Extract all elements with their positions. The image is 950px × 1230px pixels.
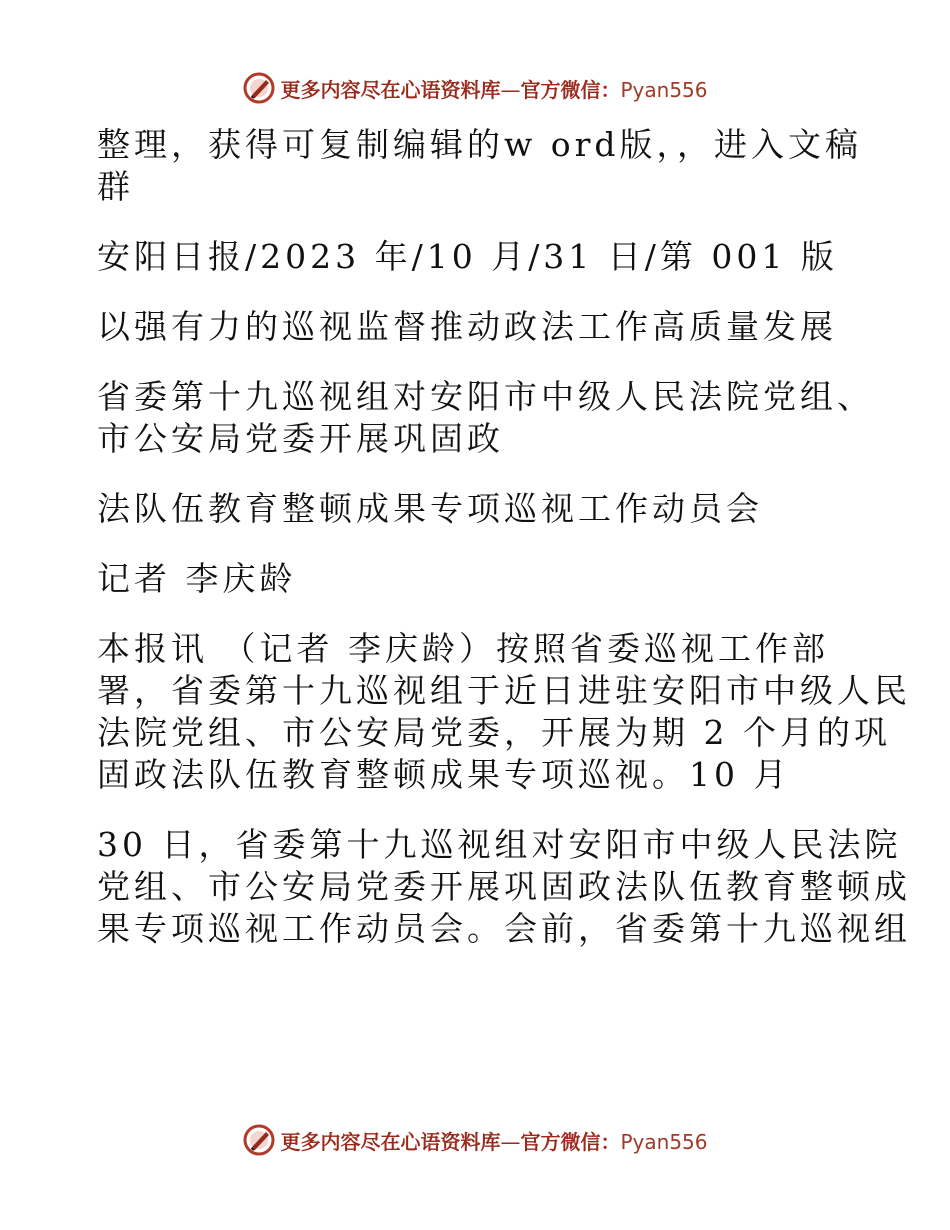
watermark-text	[280, 1126, 707, 1155]
doc-line-body-7: 果专项巡视工作动员会。会前，省委第十九巡视组	[97, 909, 911, 948]
watermark-title: 更多内容尽在心语资料库	[280, 1129, 501, 1154]
watermark-title: 更多内容尽在心语资料库	[280, 77, 501, 102]
doc-line-body-6: 党组、市公安局党委开展巩固政法队伍教育整顿成	[97, 867, 911, 906]
doc-line-byline: 记者 李庆龄	[97, 559, 297, 598]
doc-line-body-5: 30 日，省委第十九巡视组对安阳市中级人民法院	[97, 825, 902, 864]
watermark-separator: —	[500, 77, 521, 102]
pen-logo-icon	[242, 71, 276, 105]
watermark-wechat-id: Pyan556	[620, 77, 708, 102]
doc-line-2: 群	[97, 167, 134, 206]
doc-line-subheadline-3: 法队伍教育整顿成果专项巡视工作动员会	[97, 489, 763, 528]
watermark-banner-top	[0, 68, 950, 108]
pen-logo-icon	[242, 1123, 276, 1157]
doc-line-body-2: 署，省委第十九巡视组于近日进驻安阳市中级人民	[97, 671, 911, 710]
doc-line-subheadline-1: 省委第十九巡视组对安阳市中级人民法院党组、	[97, 377, 874, 416]
doc-line-1: 整理，获得可复制编辑的w ord版，，进入文稿	[97, 125, 863, 164]
document-body	[97, 124, 911, 950]
doc-line-body-1: 本报讯 （记者 李庆龄）按照省委巡视工作部	[97, 629, 829, 668]
watermark-wechat-label: 官方微信：	[520, 1129, 621, 1154]
doc-line-body-4: 固政法队伍教育整顿成果专项巡视。10 月	[97, 755, 791, 794]
watermark-separator: —	[500, 1129, 521, 1154]
watermark-banner-bottom	[0, 1120, 950, 1160]
doc-line-subheadline-2: 市公安局党委开展巩固政	[97, 419, 504, 458]
watermark-text	[280, 74, 707, 103]
doc-line-body-3: 法院党组、市公安局党委，开展为期 2 个月的巩	[97, 713, 891, 752]
doc-line-source: 安阳日报/2023 年/10 月/31 日/第 001 版	[97, 237, 838, 276]
doc-line-headline: 以强有力的巡视监督推动政法工作高质量发展	[97, 307, 837, 346]
watermark-wechat-id: Pyan556	[620, 1129, 708, 1154]
watermark-wechat-label: 官方微信：	[520, 77, 621, 102]
